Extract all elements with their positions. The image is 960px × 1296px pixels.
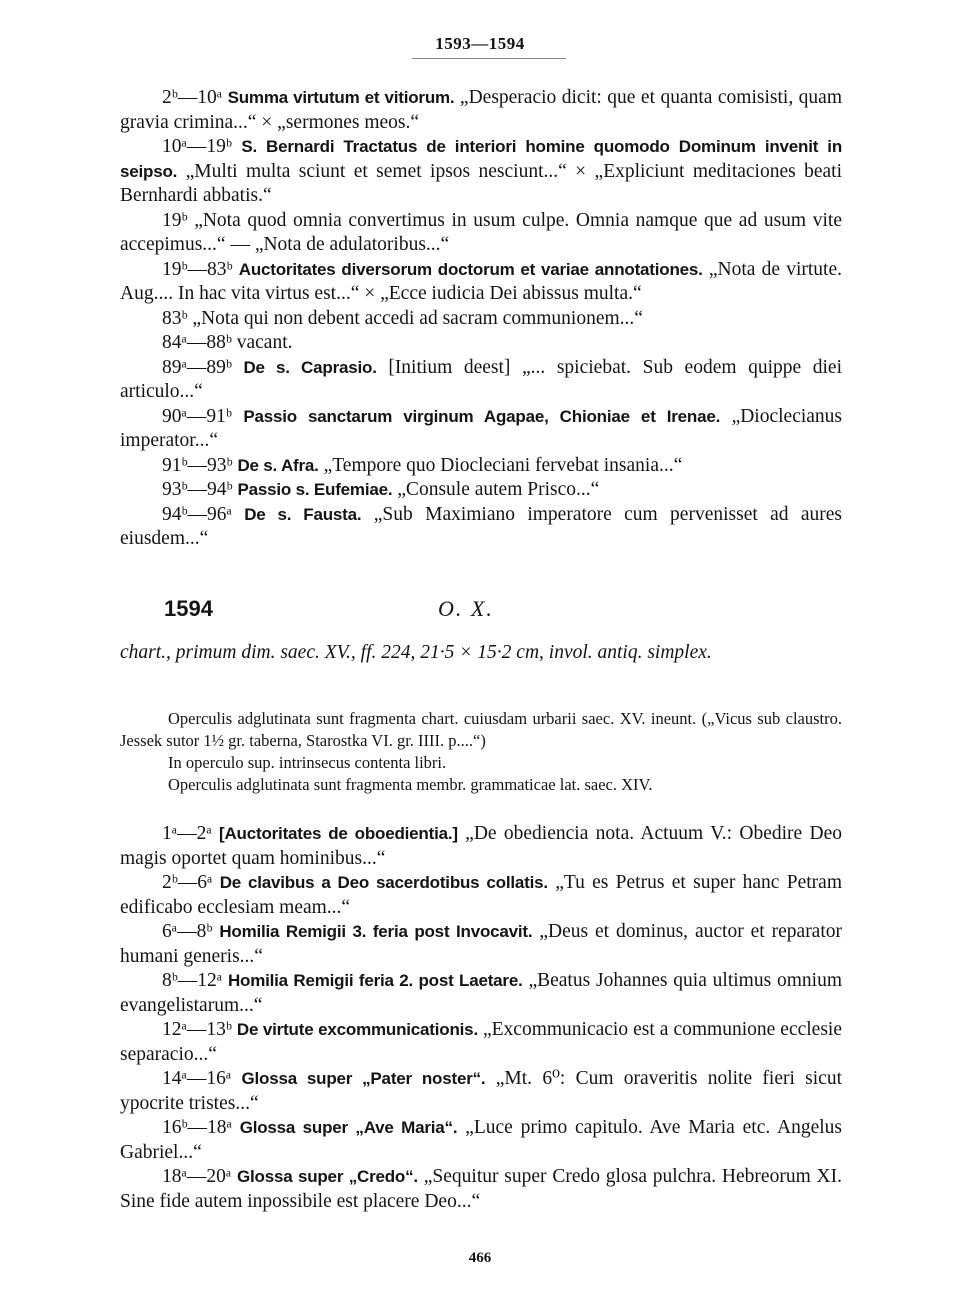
entry bbox=[120, 478, 842, 503]
entry-title: Glossa super „Ave Maria“. bbox=[239, 1118, 458, 1137]
binding-notes bbox=[120, 708, 842, 796]
note: Operculis adglutinata sunt fragmenta membr. grammaticae lat. saec. XIV. bbox=[168, 775, 653, 794]
entry bbox=[120, 871, 842, 920]
entry bbox=[120, 86, 842, 135]
entry-text: „Tu es Petrus et super hanc Petram edificabo ecclesiam meam...“ bbox=[120, 872, 842, 918]
folio-ref: 2ᵇ—6ᵃ bbox=[162, 872, 213, 893]
folio-ref: 12ᵃ—13ᵇ bbox=[162, 1019, 232, 1040]
entry-title: Glossa super „Pater noster“. bbox=[241, 1069, 486, 1088]
folio-ref: 89ᵃ—89ᵇ bbox=[162, 356, 232, 378]
manuscript-number: 1594 bbox=[164, 596, 213, 621]
entry-title: Auctoritates diversorum doctorum et variae annotationes. bbox=[238, 259, 703, 279]
entry bbox=[120, 1067, 842, 1116]
entry-text: „Desperacio dicit: que et quanta comisisti, quam gravia crimina...“ × „sermones meos.“ bbox=[120, 87, 842, 133]
folio-ref: 10ᵃ—19ᵇ bbox=[162, 136, 232, 157]
entry-title: Homilia Remigii feria 2. post Laetare. bbox=[227, 971, 523, 990]
folio-ref: 2ᵇ—10ᵃ bbox=[162, 87, 223, 108]
entry bbox=[120, 209, 842, 258]
folio-ref: 6ᵃ—8ᵇ bbox=[162, 921, 213, 942]
entry bbox=[120, 1165, 842, 1214]
entry-text: „De obediencia nota. Actuum V.: Obedire Deo magis oportet quam hominibus...“ bbox=[120, 823, 843, 869]
header-rule bbox=[412, 58, 566, 59]
entry bbox=[120, 135, 842, 209]
entry bbox=[120, 331, 842, 356]
folio-ref: 90ᵃ—91ᵇ bbox=[162, 405, 232, 427]
entry-text: „Multi multa sciunt et semet ipsos nesciunt...“ × „Expliciunt meditaciones beati Bernhardi abbatis.“ bbox=[120, 160, 842, 206]
page-number: 466 bbox=[468, 1250, 492, 1266]
section-heading bbox=[120, 596, 842, 626]
folio-ref: 94ᵇ—96ᵃ bbox=[162, 503, 232, 525]
entry-text: vacant. bbox=[231, 332, 293, 353]
entry bbox=[120, 969, 842, 1018]
physical-description: chart., primum dim. saec. XV., ff. 224, 21·5 × 15·2 cm, invol. antiq. simplex. bbox=[120, 642, 712, 663]
shelfmark: O. X. bbox=[438, 596, 494, 621]
entry bbox=[120, 822, 842, 871]
folio-ref: 91ᵇ—93ᵇ bbox=[162, 454, 233, 476]
running-header: 1593—1594 bbox=[435, 34, 525, 53]
entry-text: „Mt. 6⁰: Cum oraveritis nolite fieri sicut ypocrite tristes...“ bbox=[120, 1068, 843, 1114]
entry bbox=[120, 356, 842, 405]
entry-text: „Excommunicacio est a communione ecclesie separacio...“ bbox=[120, 1019, 843, 1065]
entry-text: „Beatus Johannes quia ultimus omnium evangelistarum...“ bbox=[120, 970, 842, 1016]
entry-text: „Consule autem Prisco...“ bbox=[392, 479, 600, 500]
entry-title: Passio sanctarum virginum Agapae, Chioniae et Irenae. bbox=[243, 406, 721, 426]
entry bbox=[120, 1018, 842, 1067]
entry-title: De s. Afra. bbox=[237, 455, 319, 475]
entry-text: „Nota qui non debent accedi ad sacram communionem...“ bbox=[187, 307, 643, 329]
folio-ref: 19ᵇ—83ᵇ bbox=[162, 258, 233, 280]
entry bbox=[120, 454, 842, 479]
top-entries bbox=[120, 86, 842, 552]
folio-ref: 1ᵃ—2ᵃ bbox=[162, 823, 212, 844]
entry-text: „Deus et dominus, auctor et reparator humani generis...“ bbox=[120, 921, 843, 967]
entry bbox=[120, 405, 842, 454]
entry bbox=[120, 307, 842, 332]
entry-text: „Tempore quo Diocleciani fervebat insania...“ bbox=[318, 454, 683, 476]
entry-title: Glossa super „Credo“. bbox=[236, 1167, 418, 1186]
note: Operculis adglutinata sunt fragmenta chart. cuiusdam urbarii saec. XV. ineunt. („Vicus sub claustro. Jessek sutor 1½ gr. taberna, Starostka VI. gr. IIII. p....“) bbox=[120, 709, 842, 750]
entry bbox=[120, 1116, 842, 1165]
entry-text: „Dioclecianus imperator...“ bbox=[120, 405, 843, 451]
folio-ref: 14ᵃ—16ᵃ bbox=[162, 1068, 232, 1089]
entry-title: Summa virtutum et vitiorum. bbox=[227, 88, 455, 107]
folio-ref: 18ᵃ—20ᵃ bbox=[162, 1166, 232, 1187]
note: In operculo sup. intrinsecus contenta libri. bbox=[168, 753, 447, 772]
entry-title: De clavibus a Deo sacerdotibus collatis. bbox=[219, 873, 548, 892]
entry-text: [Initium deest] „... spiciebat. Sub eodem quippe diei articulo...“ bbox=[120, 356, 843, 402]
entry-text: „Sub Maximiano imperatore cum pervenisset ad aures eiusdem...“ bbox=[120, 503, 842, 549]
entry-title: [Auctoritates de oboedientia.] bbox=[219, 824, 458, 843]
folio-ref: 93ᵇ—94ᵇ bbox=[162, 479, 233, 500]
entry-text: „Nota de virtute. Aug.... In hac vita virtus est...“ × „Ecce iudicia Dei abissus multa.“ bbox=[120, 258, 842, 304]
entry-title: S. Bernardi Tractatus de interiori homine quomodo Dominum invenit in seipso. bbox=[120, 137, 842, 181]
entry-title: Passio s. Eufemiae. bbox=[237, 480, 393, 499]
entry bbox=[120, 258, 842, 307]
folio-ref: 16ᵇ—18ᵃ bbox=[162, 1117, 232, 1138]
entry-text: „Nota quod omnia convertimus in usum culpe. Omnia namque que ad usum vite accepimus...“ — „Nota de adulatoribus...“ bbox=[120, 209, 842, 255]
folio-ref: 83ᵇ bbox=[162, 307, 188, 329]
folio-ref: 8ᵇ—12ᵃ bbox=[162, 970, 223, 991]
entry bbox=[120, 920, 842, 969]
entry-title: De s. Caprasio. bbox=[243, 357, 377, 377]
entry bbox=[120, 503, 842, 552]
folio-ref: 19ᵇ bbox=[162, 209, 188, 231]
bottom-entries bbox=[120, 822, 842, 1214]
entry-title: Homilia Remigii 3. feria post Invocavit. bbox=[219, 922, 533, 941]
entry-title: De virtute excommunicationis. bbox=[236, 1020, 478, 1039]
entry-title: De s. Fausta. bbox=[244, 504, 362, 524]
entry-text: „Sequitur super Credo glosa pulchra. Hebreorum XI. Sine fide autem inpossibile est placere Deo...“ bbox=[120, 1166, 842, 1212]
entry-text: „Luce primo capitulo. Ave Maria etc. Angelus Gabriel...“ bbox=[120, 1117, 842, 1163]
folio-ref: 84ᵃ—88ᵇ bbox=[162, 332, 232, 353]
